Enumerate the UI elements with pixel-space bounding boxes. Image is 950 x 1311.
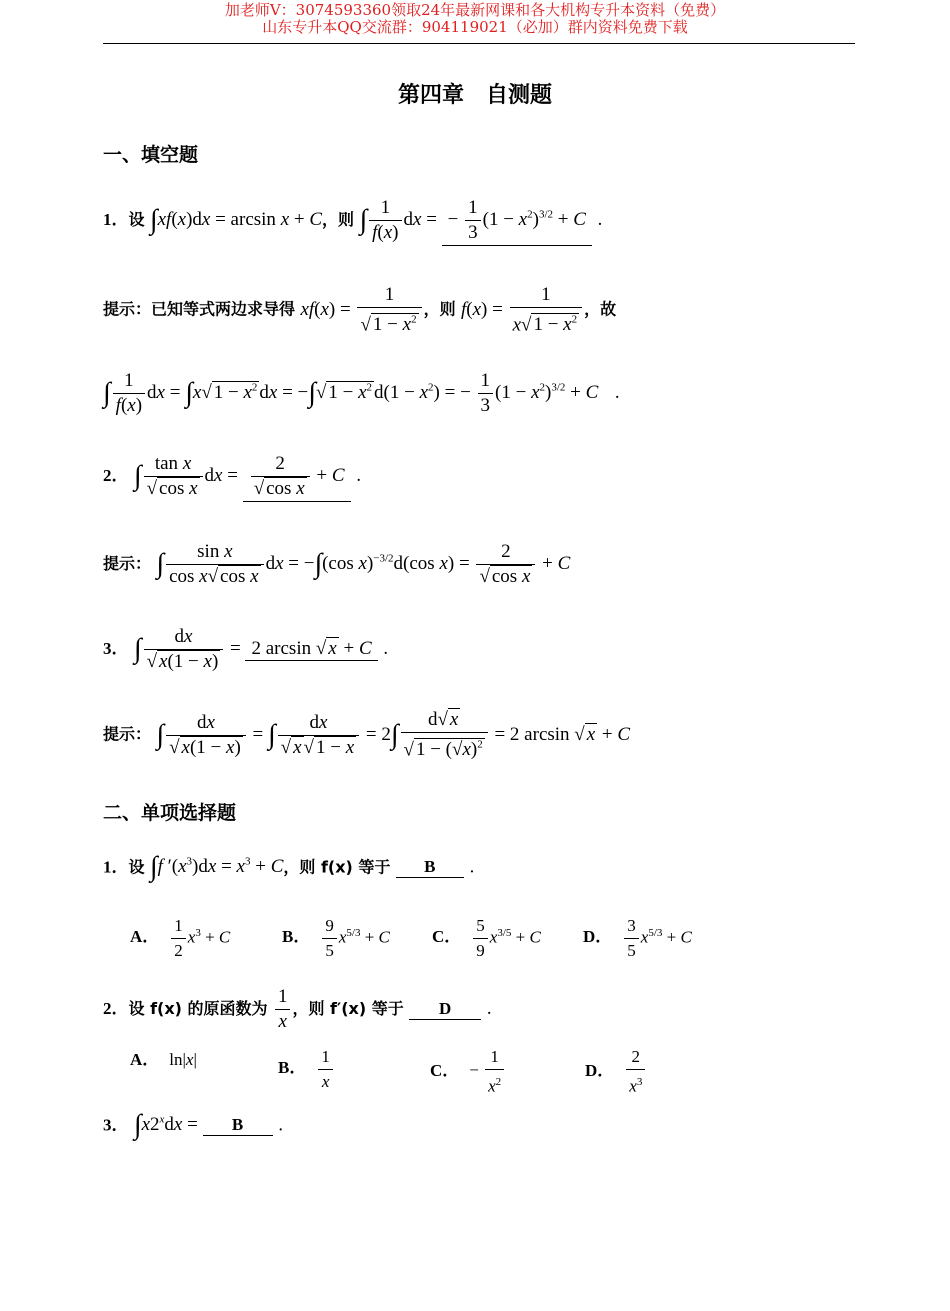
page-title: 第四章 自测题 [397, 83, 552, 108]
choice-1-option-a[interactable]: A． $\frac{1}{2}$ $x^3 + C$ [130, 914, 230, 963]
question-number: 2． [103, 465, 129, 485]
choice-2-option-c[interactable]: C． − $\frac{1}{x^2}$ [430, 1045, 506, 1099]
choice-question-3: 3． $\int x2^xdx = B$ . [103, 1110, 284, 1141]
answer-blank: D [409, 999, 481, 1020]
hint-then: ，则 [423, 299, 456, 319]
section-choice-heading: 二、单项选择题 [103, 802, 237, 824]
fill-question-2: 2． ∫ $\frac{\text{tan x}}{\text{√ cos x}}$ dx = $\frac{2}{\text{√ cos x}}$ + C . [103, 452, 361, 502]
question-number: 3． [103, 638, 129, 658]
option-label: B． [278, 1058, 307, 1078]
option-label: C． [432, 927, 462, 947]
option-label: A． [130, 927, 160, 947]
choice-question-1: 1．设 ∫f $'(x^3)dx = x^3 + C$，则 f(x) 等于 B . [103, 852, 475, 883]
fill-hint-1-derivation: ∫ $\frac{1}{f(x)}$ dx = ∫x√ $1 - x^2$ dx = −∫√ $1 - x^2$ $d(1 - x^2)$ = − $\frac{1}{3}$ $(1 - x^2)^{3/2} + C$ . [103, 370, 620, 416]
choice-2-option-b[interactable]: B． $\frac{1}{x}$ [278, 1045, 335, 1094]
fill-hint-1: 提示：已知等式两边求导得 xf(x) = $\frac{1}{√ 1 - x^2}$ ，则 f(x) = $\frac{1}{x√ 1 - x^2}$ ，故 [103, 284, 617, 336]
hint-label: 提示： [103, 553, 152, 573]
answer-blank: B [396, 857, 464, 878]
question-lead: 设 f(x) 的原函数为 [128, 998, 268, 1018]
question-lead: 设 [128, 209, 145, 229]
choice-1-option-d[interactable]: D． $\frac{3}{5}$ $x^{5/3} + C$ [583, 914, 692, 963]
choice-2-option-d[interactable]: D． $\frac{2}{x^3}$ [585, 1045, 647, 1099]
option-label: B． [282, 927, 311, 947]
fill-hint-2: 提示： ∫ $\frac{\text{sin x}}{\text{cos x√ cos x}}$ dx = −∫(cos x)$^{-3/2}$d(cos x) = $\frac{2}{\text{√ cos x}}$ + C [103, 541, 571, 587]
option-label: D． [585, 1060, 615, 1080]
question-then: ，则 [322, 209, 355, 229]
question-number: 1． [103, 857, 129, 877]
answer-blank: − $\frac{1}{3}$ $(1 - x^2)^{3/2} + C$ [442, 196, 592, 246]
section-fill-heading: 一、填空题 [103, 144, 199, 166]
answer-blank: $\frac{2}{\text{√ cos x}}$ + C [243, 452, 351, 502]
hint-text: 已知等式两边求导得 [151, 299, 296, 319]
watermark-line-1: 加老师V：3074593360领取24年最新网课和各大机构专升本资料（免费） [224, 1, 726, 19]
choice-1-option-b[interactable]: B． $\frac{9}{5}$ $x^{5/3} + C$ [282, 914, 390, 963]
hint-label: 提示： [103, 299, 152, 319]
choice-1-option-c[interactable]: C． $\frac{5}{9}$ $x^{3/5} + C$ [432, 914, 541, 963]
question-number: 1． [103, 209, 129, 229]
question-number: 3． [103, 1115, 129, 1135]
question-stem: ，则 f′(x) 等于 [292, 998, 404, 1018]
choice-2-option-a[interactable]: A． ln|x| [130, 1050, 197, 1069]
watermark-line-2: 山东专升本QQ交流群：904119021（必加）群内资料免费下载 [262, 18, 688, 36]
header-rule [103, 43, 855, 44]
answer-blank: B [203, 1115, 273, 1136]
answer-blank: 2 arcsin √ x + C [245, 638, 377, 661]
option-label: D． [583, 927, 613, 947]
hint-label: 提示： [103, 724, 152, 744]
option-label: C． [430, 1060, 460, 1080]
hint-end: ，故 [584, 299, 617, 319]
option-label: A． [130, 1050, 160, 1069]
question-number: 2． [103, 998, 129, 1018]
fill-question-3: 3． ∫ $\frac{dx}{√ x(1 - x)}$ = 2 arcsin √ x + C . [103, 626, 389, 672]
question-stem: ，则 f(x) 等于 [283, 857, 391, 877]
fill-question-1: 1．设 ∫xf(x)dx = arcsin x + C，则 ∫ $\frac{1}{f(x)}$ dx = − $\frac{1}{3}$ $(1 - x^2)^{3/2} + C$ . [103, 196, 603, 246]
fill-hint-3: 提示： ∫ $\frac{dx}{√ x(1 - x)}$ = ∫ $\frac{dx}{√ x √ 1 - x}$ = 2∫ $\frac{d√ x}{√ 1 - (√x)^2}$ = 2 arcsin √ x + C [103, 709, 631, 761]
question-lead: 设 [128, 857, 145, 877]
choice-question-2: 2．设 f(x) 的原函数为 $\frac{1}{x}$ ，则 f′(x) 等于 D . [103, 986, 492, 1032]
